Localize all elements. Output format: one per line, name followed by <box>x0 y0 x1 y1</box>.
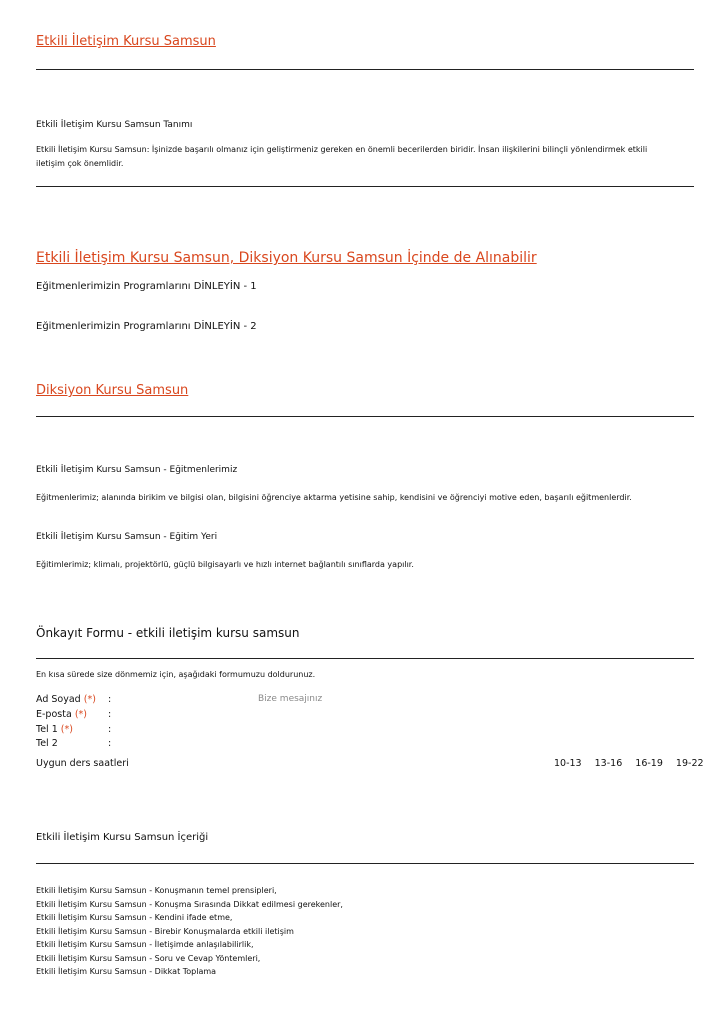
listen-link-1[interactable]: Eğitmenlerimizin Programlarını DİNLEYİN - 1 <box>36 281 257 292</box>
divider <box>36 69 694 70</box>
content-title: Etkili İletişim Kursu Samsun İçeriği <box>36 832 209 843</box>
colon: : <box>108 724 112 735</box>
trainers-text: Eğitmenlerimiz; alanında birikim ve bilgisi olan, bilgisini öğrenciye aktarma yetisine sahip, kendisini ve öğrenciyi motive eden, başarılı eğitmenlerdir. <box>36 493 632 502</box>
venue-text: Eğitimlerimiz; klimalı, projektörlü, güçlü bilgisayarlı ve hızlı internet bağlantılı sınıflarda yapılır. <box>36 560 414 569</box>
form-row-tel2[interactable] <box>36 738 236 752</box>
required-mark: (*) <box>74 709 87 720</box>
list-item: Etkili İletişim Kursu Samsun - Dikkat Toplama <box>36 967 217 976</box>
colon: : <box>108 738 112 749</box>
tel1-label: Tel 1 <box>36 724 58 735</box>
list-item: Etkili İletişim Kursu Samsun - Soru ve Cevap Yöntemleri, <box>36 953 261 963</box>
content-list <box>36 884 676 979</box>
list-item: Etkili İletişim Kursu Samsun - Kendini ifade etme, <box>36 913 233 922</box>
form-row-tel1[interactable] <box>36 724 236 738</box>
tel2-label: Tel 2 <box>36 738 58 749</box>
form-title: Önkayıt Formu - etkili iletişim kursu samsun <box>36 626 300 640</box>
message-textarea[interactable]: Bize mesajınız <box>258 694 323 704</box>
hour-option-10-13[interactable]: 10-13 <box>554 758 582 769</box>
definition-text: Etkili İletişim Kursu Samsun: İşinizde başarılı olmanız için geliştirmeniz gereken en önemli becerilerden biridir. İnsan ilişkilerini bilinçli yönlendirmek etkili iletişim çok önemlidir. <box>36 145 648 168</box>
diction-course-link[interactable]: Diksiyon Kursu Samsun <box>36 383 189 398</box>
form-intro: En kısa sürede size dönmemiz için, aşağıdaki formumuzu doldurunuz. <box>36 670 316 679</box>
required-mark: (*) <box>83 694 96 705</box>
hour-option-16-19[interactable]: 16-19 <box>635 758 663 769</box>
form-row-email[interactable] <box>36 709 236 723</box>
list-item: Etkili İletişim Kursu Samsun - Konuşma Sırasında Dikkat edilmesi gerekenler, <box>36 899 343 909</box>
divider <box>36 416 694 417</box>
colon: : <box>108 709 112 720</box>
list-item: Etkili İletişim Kursu Samsun - Birebir Konuşmalarda etkili iletişim <box>36 926 294 936</box>
required-mark: (*) <box>60 724 73 735</box>
form-row-name[interactable] <box>36 694 236 708</box>
definition-title: Etkili İletişim Kursu Samsun Tanımı <box>36 120 193 130</box>
hour-option-13-16[interactable]: 13-16 <box>594 758 623 769</box>
listen-link-2[interactable]: Eğitmenlerimizin Programlarını DİNLEYİN - 2 <box>36 321 257 332</box>
name-label: Ad Soyad <box>36 694 81 705</box>
email-label: E-posta <box>36 709 72 720</box>
trainers-title: Etkili İletişim Kursu Samsun - Eğitmenlerimiz <box>36 465 238 475</box>
divider <box>36 186 694 187</box>
list-item: Etkili İletişim Kursu Samsun - İletişimde anlaşılabilirlik, <box>36 940 254 949</box>
hour-option-19-22[interactable]: 19-22 <box>675 758 704 769</box>
page-title-link[interactable]: Etkili İletişim Kursu Samsun <box>36 34 216 49</box>
divider <box>36 863 694 864</box>
colon: : <box>108 694 112 705</box>
diction-section-link[interactable]: Etkili İletişim Kursu Samsun, Diksiyon Kursu Samsun İçinde de Alınabilir <box>36 250 537 266</box>
hours-label: Uygun ders saatleri <box>36 758 129 769</box>
venue-title: Etkili İletişim Kursu Samsun - Eğitim Yeri <box>36 532 218 542</box>
list-item: Etkili İletişim Kursu Samsun - Konuşmanın temel prensipleri, <box>36 886 277 895</box>
hours-options <box>554 758 704 769</box>
divider <box>36 658 694 659</box>
